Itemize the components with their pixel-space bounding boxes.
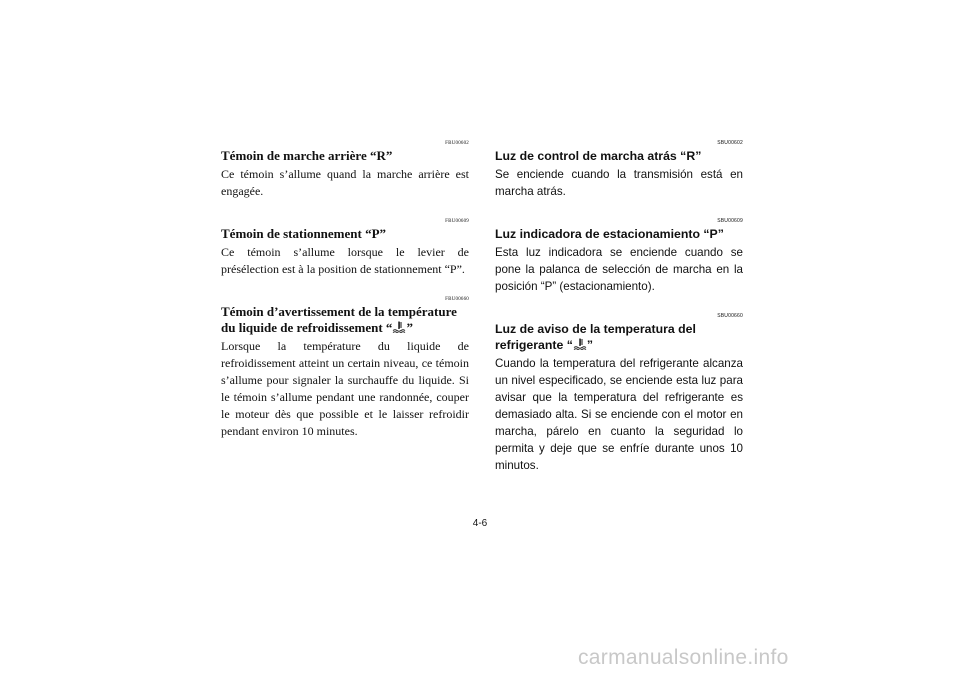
section-heading: Luz indicadora de estacionamiento “P” — [495, 227, 724, 241]
section-body: Lorsque la température du liquide de refroidissement atteint un certain niveau, ce témoin s’allume pour signaler la surchauffe du liquide. Si le témoin s’allume pendant une randonnée, couper le moteur dès que possible et le laisser refroidir pendant environ 10 minutes. — [221, 339, 469, 438]
section-heading: Témoin de marche arrière “R” — [221, 148, 393, 163]
section-park-indicator-fr — [221, 218, 469, 278]
section-body: Esta luz indicadora se enciende cuando se pone la palanca de selección de marcha en la posición “P” (estacionamiento). — [495, 246, 743, 293]
section-code: SBU00602 — [717, 140, 743, 146]
section-code: FBU00609 — [445, 219, 469, 224]
section-reverse-indicator-fr — [221, 140, 469, 200]
section-heading — [221, 304, 469, 336]
coolant-temperature-icon — [392, 321, 406, 333]
section-body: Ce témoin s’allume lorsque le levier de présélection est à la position de stationnement “P”. — [221, 245, 469, 276]
section-code: SBU00660 — [717, 313, 743, 319]
spanish-column — [495, 140, 743, 492]
section-heading: Luz de control de marcha atrás “R” — [495, 149, 702, 163]
watermark: carmanualsonline.info — [578, 646, 789, 669]
heading-text: Témoin d’avertissement de la température du liquide de refroidissement “ — [221, 304, 457, 335]
section-code: FBU00602 — [445, 141, 469, 146]
heading-quote: ” — [586, 338, 594, 352]
section-heading — [495, 321, 743, 353]
section-park-indicator-es — [495, 218, 743, 295]
french-column — [221, 140, 469, 458]
section-heading: Témoin de stationnement “P” — [221, 226, 387, 241]
section-coolant-warning-es — [495, 313, 743, 474]
heading-quote: ” — [406, 320, 413, 335]
page-number: 4-6 — [472, 518, 488, 529]
section-reverse-indicator-es — [495, 140, 743, 200]
section-code: SBU00609 — [717, 218, 743, 224]
coolant-temperature-icon — [573, 338, 587, 350]
section-code: FBU00660 — [445, 297, 469, 302]
section-body: Ce témoin s’allume quand la marche arrière est engagée. — [221, 167, 469, 198]
section-coolant-warning-fr — [221, 296, 469, 440]
heading-text: Luz de aviso de la temperatura del refrigerante “ — [495, 322, 696, 352]
section-body: Se enciende cuando la transmisión está en marcha atrás. — [495, 168, 743, 198]
section-body: Cuando la temperatura del refrigerante alcanza un nivel especificado, se enciende esta luz para avisar que la temperatura del refrigerante es demasiado alta. Si se enciende con el motor en marcha, párelo en cuanto la seguridad lo permita y deje que se enfríe durante unos 10 minutos. — [495, 357, 743, 472]
